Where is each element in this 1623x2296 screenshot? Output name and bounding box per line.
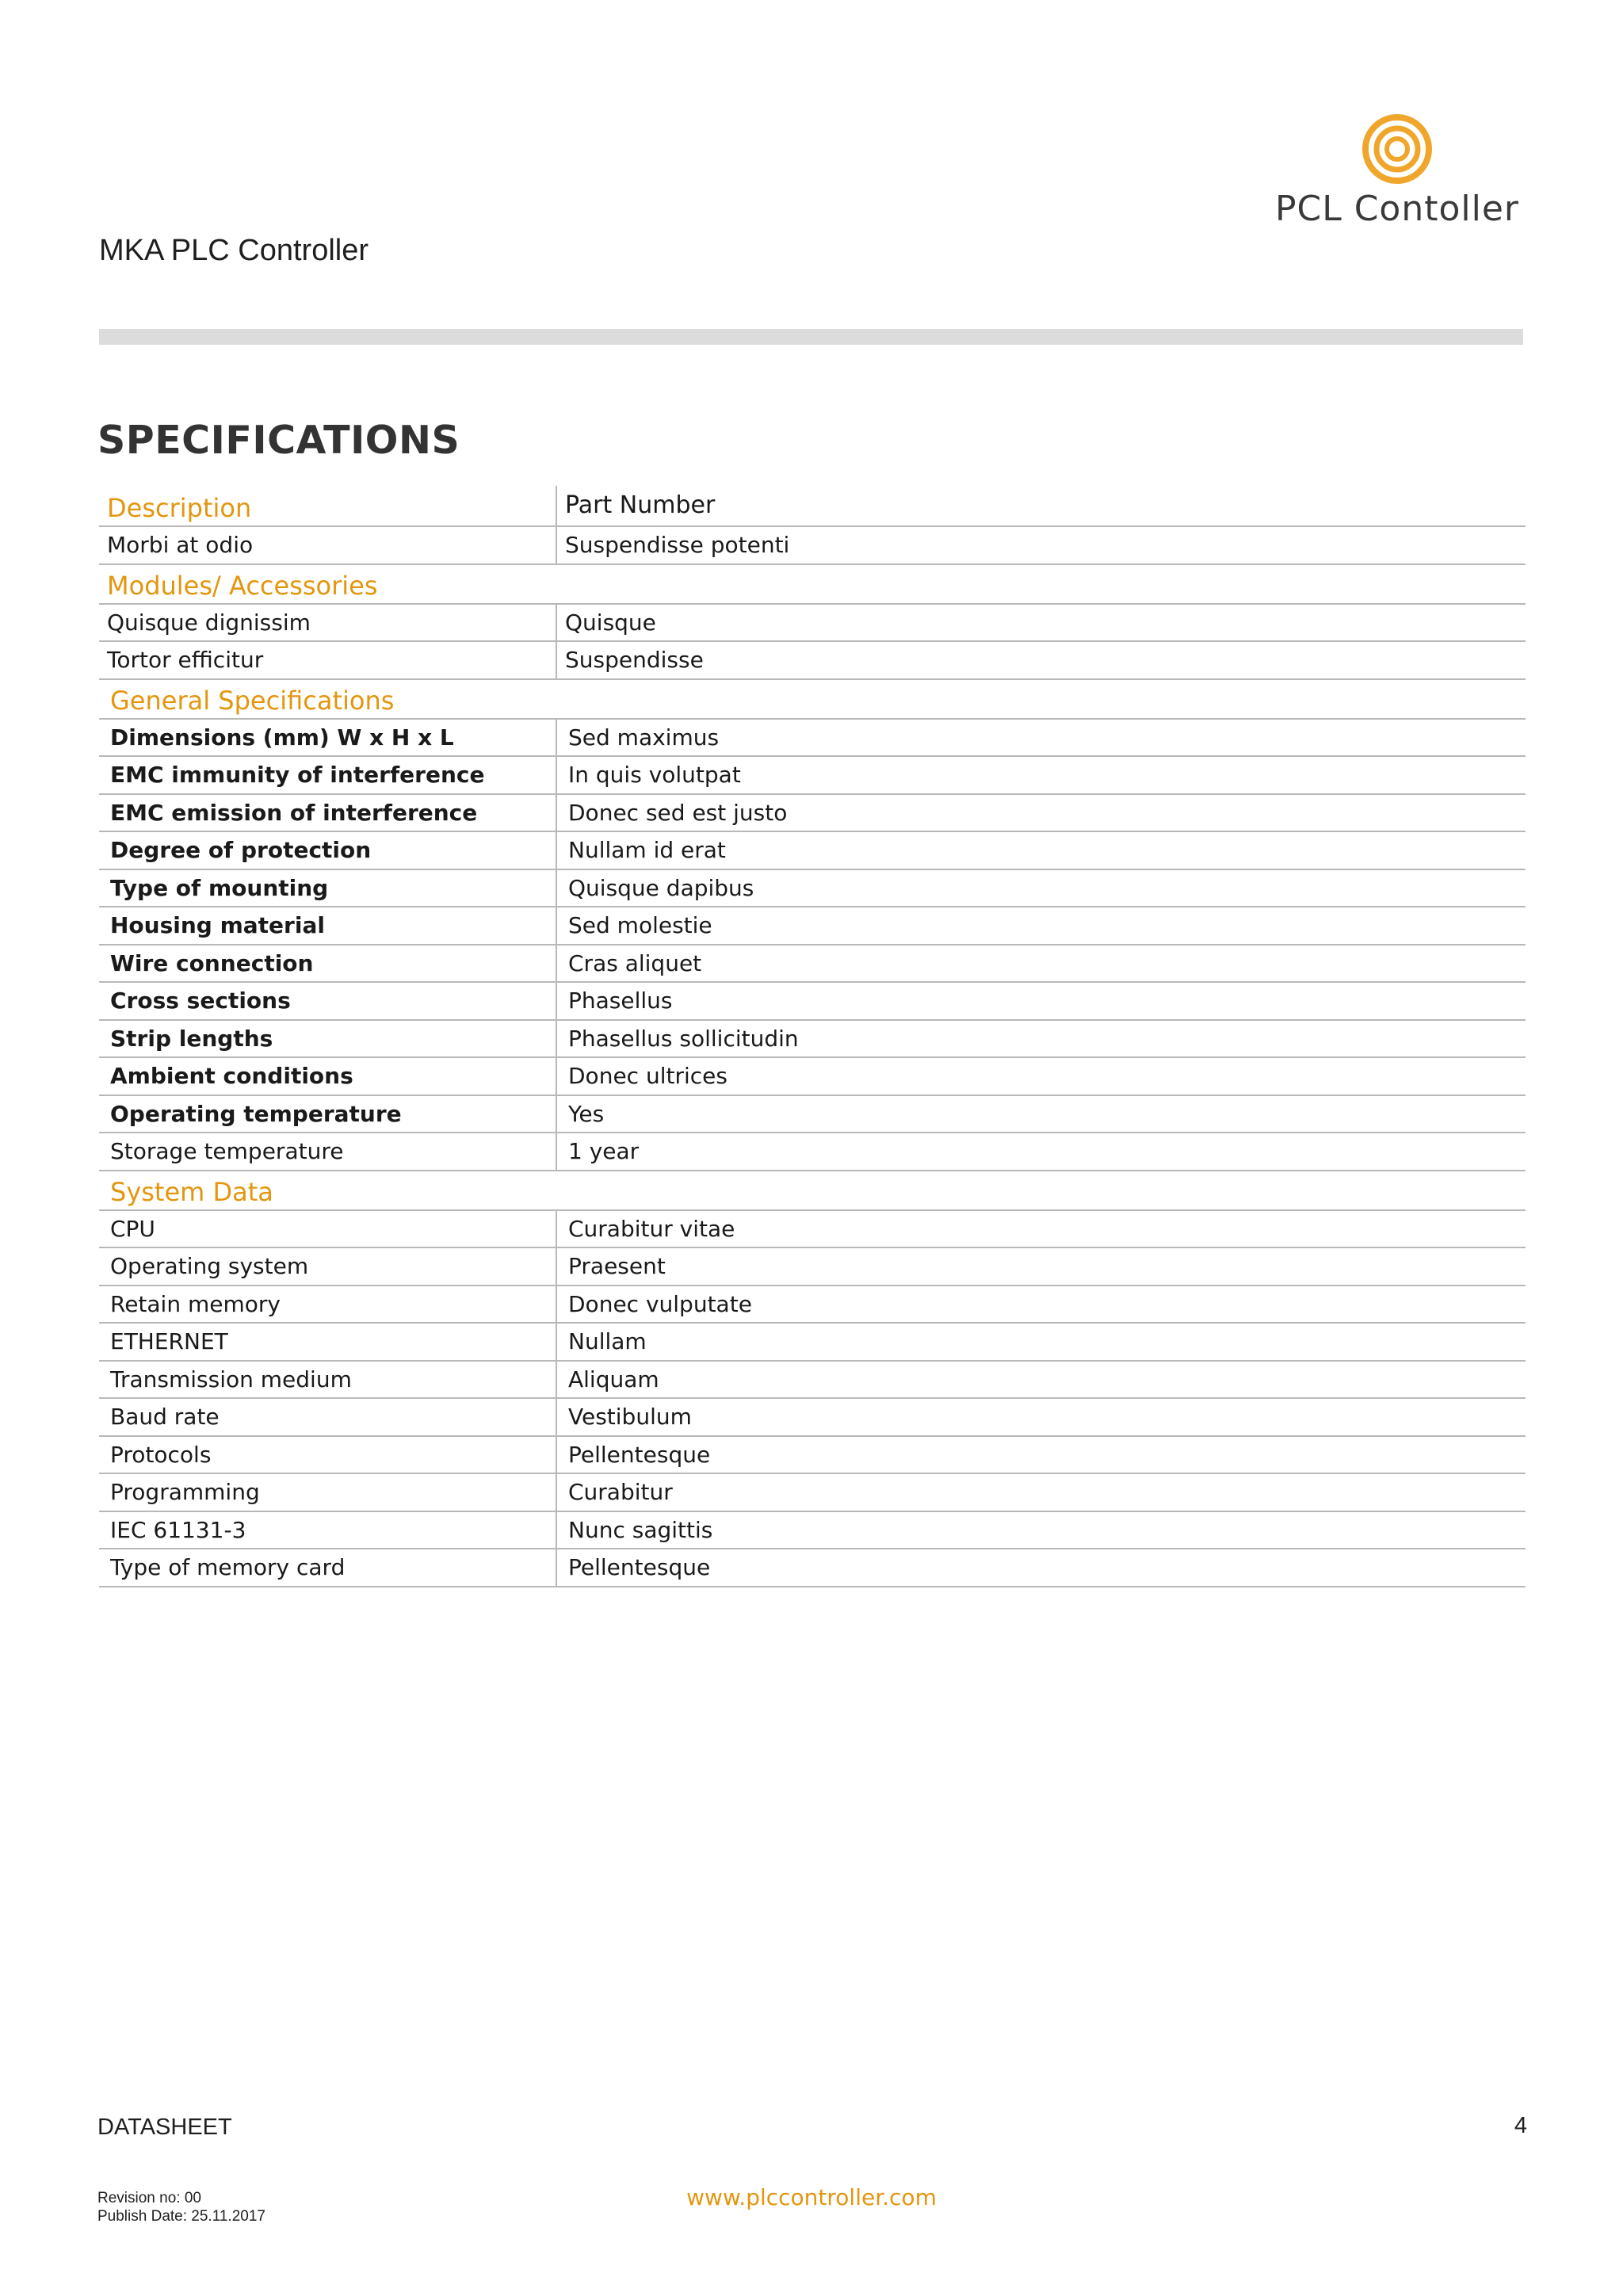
section-title: System Data [110, 1176, 273, 1207]
row-label: Quisque dignissim [99, 605, 557, 641]
row-label: ETHERNET [99, 1324, 557, 1360]
row-value: Sed molestie [568, 912, 712, 938]
row-label: Operating temperature [99, 1096, 557, 1133]
row-label: EMC emission of interference [99, 795, 557, 831]
row-label: Operating system [99, 1248, 557, 1285]
table-row [99, 720, 1526, 758]
modules-section-header [99, 565, 1526, 605]
row-value: Donec ultrices [568, 1063, 727, 1089]
row-value: Phasellus sollicitudin [568, 1025, 799, 1052]
row-label: CPU [99, 1211, 557, 1247]
row-label: Dimensions (mm) W x H x L [99, 720, 557, 756]
row-value: Yes [568, 1100, 605, 1127]
concentric-circles-icon [1266, 111, 1528, 190]
row-value: Quisque [565, 609, 656, 636]
row-label: Tortor efficitur [99, 642, 557, 678]
table-row [99, 795, 1526, 833]
table-row [99, 1362, 1526, 1400]
row-label: Morbi at odio [99, 527, 557, 563]
row-value: Suspendisse potenti [565, 532, 790, 558]
row-value: 1 year [568, 1138, 640, 1164]
row-value: Cras aliquet [568, 949, 702, 976]
row-label: Wire connection [99, 946, 557, 982]
table-row [99, 983, 1526, 1021]
description-column-header: Description [99, 486, 557, 525]
table-row [99, 1286, 1526, 1324]
table-row [99, 1096, 1526, 1134]
specifications-table [99, 486, 1526, 1587]
row-label: Cross sections [99, 983, 557, 1019]
table-row [99, 1058, 1526, 1096]
logo-text: PCL Contoller [1274, 189, 1520, 229]
row-value: Vestibulum [568, 1404, 692, 1430]
row-value: Aliquam [568, 1366, 659, 1392]
row-label: Housing material [99, 907, 557, 944]
row-value: Sed maximus [568, 724, 720, 751]
table-row [99, 1211, 1526, 1249]
header-divider [99, 329, 1523, 345]
website-link[interactable]: www.plccontroller.com [686, 2184, 937, 2210]
row-label: Ambient conditions [99, 1058, 557, 1095]
row-label: Strip lengths [99, 1021, 557, 1057]
table-row [99, 870, 1526, 908]
table-row [99, 1021, 1526, 1059]
row-label: Protocols [99, 1437, 557, 1473]
specifications-heading: SPECIFICATIONS [97, 418, 460, 463]
row-label: Degree of protection [99, 832, 557, 869]
table-row [99, 1549, 1526, 1587]
row-label: Retain memory [99, 1286, 557, 1323]
table-row [99, 642, 1526, 680]
table-row [99, 1399, 1526, 1437]
row-value: In quis volutpat [568, 762, 741, 788]
row-value: Suspendisse [565, 647, 704, 673]
row-value: Curabitur [568, 1479, 673, 1505]
table-row [99, 757, 1526, 795]
row-value: Pellentesque [568, 1441, 711, 1468]
section-title: Modules/ Accessories [107, 570, 378, 601]
system-data-section-header [99, 1171, 1526, 1211]
company-logo [1266, 111, 1528, 234]
table-row [99, 527, 1526, 565]
table-row [99, 1512, 1526, 1550]
table-row [99, 907, 1526, 946]
table-header-row [99, 486, 1526, 527]
row-label: Programming [99, 1474, 557, 1511]
row-label: Type of memory card [99, 1549, 557, 1586]
row-value: Curabitur vitae [568, 1215, 735, 1242]
row-value: Quisque dapibus [568, 874, 754, 901]
row-label: EMC immunity of interference [99, 757, 557, 793]
table-row [99, 946, 1526, 984]
row-value: Nunc sagittis [568, 1516, 713, 1543]
general-specifications-section-header [99, 680, 1526, 720]
row-label: Storage temperature [99, 1133, 557, 1170]
table-row [99, 1248, 1526, 1286]
table-row [99, 1324, 1526, 1362]
row-label: Baud rate [99, 1399, 557, 1435]
table-row [99, 605, 1526, 643]
section-title: General Specifications [110, 685, 395, 716]
revision-number: Revision no: 00 [97, 2190, 201, 2206]
row-value: Pellentesque [568, 1554, 711, 1580]
part-number-column-header: Part Number [565, 491, 716, 519]
table-row [99, 1474, 1526, 1512]
publish-date: Publish Date: 25.11.2017 [97, 2208, 265, 2225]
page-number: 4 [1514, 2113, 1527, 2138]
row-label: Transmission medium [99, 1362, 557, 1398]
table-row [99, 832, 1526, 870]
row-value: Nullam id erat [568, 837, 726, 863]
table-row [99, 1437, 1526, 1475]
table-row [99, 1133, 1526, 1171]
row-value: Donec sed est justo [568, 799, 788, 826]
footer-label: DATASHEET [97, 2115, 232, 2140]
document-title: MKA PLC Controller [99, 234, 369, 267]
row-label: Type of mounting [99, 870, 557, 907]
row-label: IEC 61131-3 [99, 1512, 557, 1549]
row-value: Donec vulputate [568, 1290, 752, 1317]
row-value: Phasellus [568, 988, 673, 1014]
row-value: Praesent [568, 1253, 666, 1279]
row-value: Nullam [568, 1328, 647, 1354]
